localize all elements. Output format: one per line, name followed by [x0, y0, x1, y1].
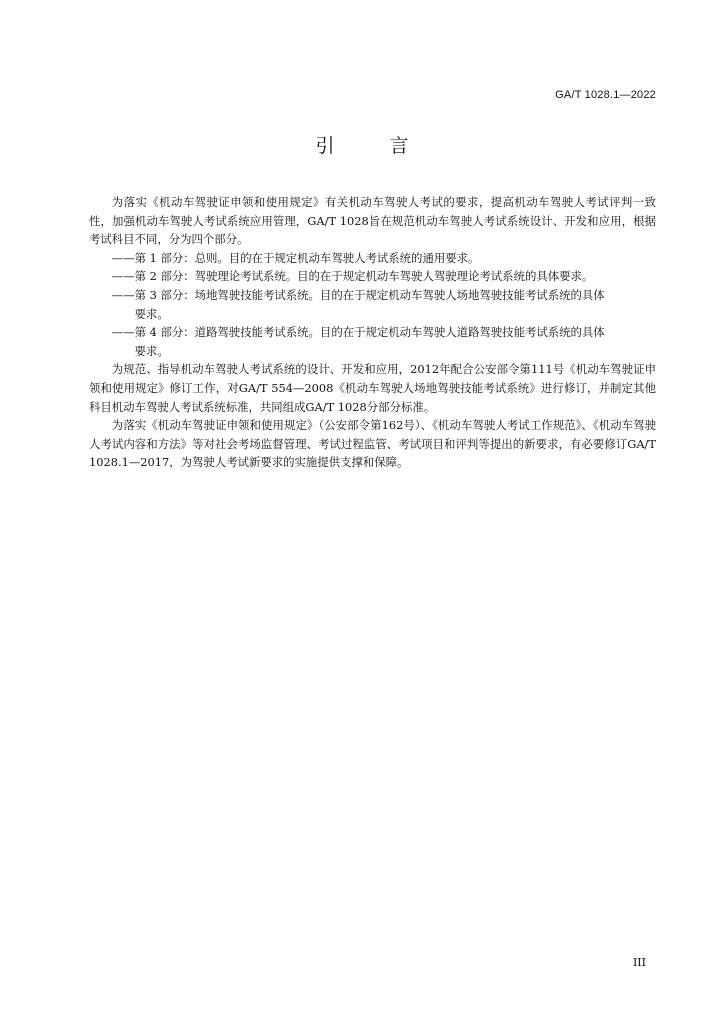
document-body: [89, 193, 656, 472]
part-4-item: [89, 323, 656, 360]
standard-code: GA/T 1028.1—2022: [555, 89, 656, 101]
part-3-line2: 要求。: [134, 306, 169, 321]
part-4-line2: 要求。: [134, 343, 169, 358]
part-4-line1: ——第 4 部分：道路驾驶技能考试系统。目的在于规定机动车驾驶人道路驾驶技能考试系统的具体: [111, 325, 605, 340]
page-title: 引 言: [315, 135, 427, 157]
page-number: III: [632, 956, 646, 969]
part-1-item: ——第 1 部分：总则。目的在于规定机动车驾驶人考试系统的通用要求。: [111, 250, 480, 265]
history-paragraph: 为规范、指导机动车驾驶人考试系统的设计、开发和应用，2012年配合公安部令第111号《机动车驾驶证申领和使用规定》修订工作，对GA/T 554—2008《机动车驾驶人场地驾驶技能考试系统》进行修订，并制定其他科目机动车驾驶人考试系统标准，共同组成GA/T 1028分部分标准。: [89, 362, 656, 414]
part-3-item: [89, 286, 656, 323]
part-2-item: ——第 2 部分：驾驶理论考试系统。目的在于规定机动车驾驶人驾驶理论考试系统的具体要求。: [111, 269, 594, 284]
part-3-line1: ——第 3 部分：场地驾驶技能考试系统。目的在于规定机动车驾驶人场地驾驶技能考试系统的具体: [111, 287, 605, 302]
revision-paragraph: 为落实《机动车驾驶证申领和使用规定》（公安部令第162号）、《机动车驾驶人考试工作规范》、《机动车驾驶人考试内容和方法》等对社会考场监督管理、考试过程监管、考试项目和评判等提出的新要求，有必要修订GA/T 1028.1—2017，为驾驶人考试新要求的实施提供支撑和保障。: [89, 418, 656, 470]
intro-paragraph: 为落实《机动车驾驶证申领和使用规定》有关机动车驾驶人考试的要求，提高机动车驾驶人考试评判一致性，加强机动车驾驶人考试系统应用管理，GA/T 1028旨在规范机动车驾驶人考试系统设计、开发和应用，根据考试科目不同，分为四个部分。: [89, 195, 656, 247]
